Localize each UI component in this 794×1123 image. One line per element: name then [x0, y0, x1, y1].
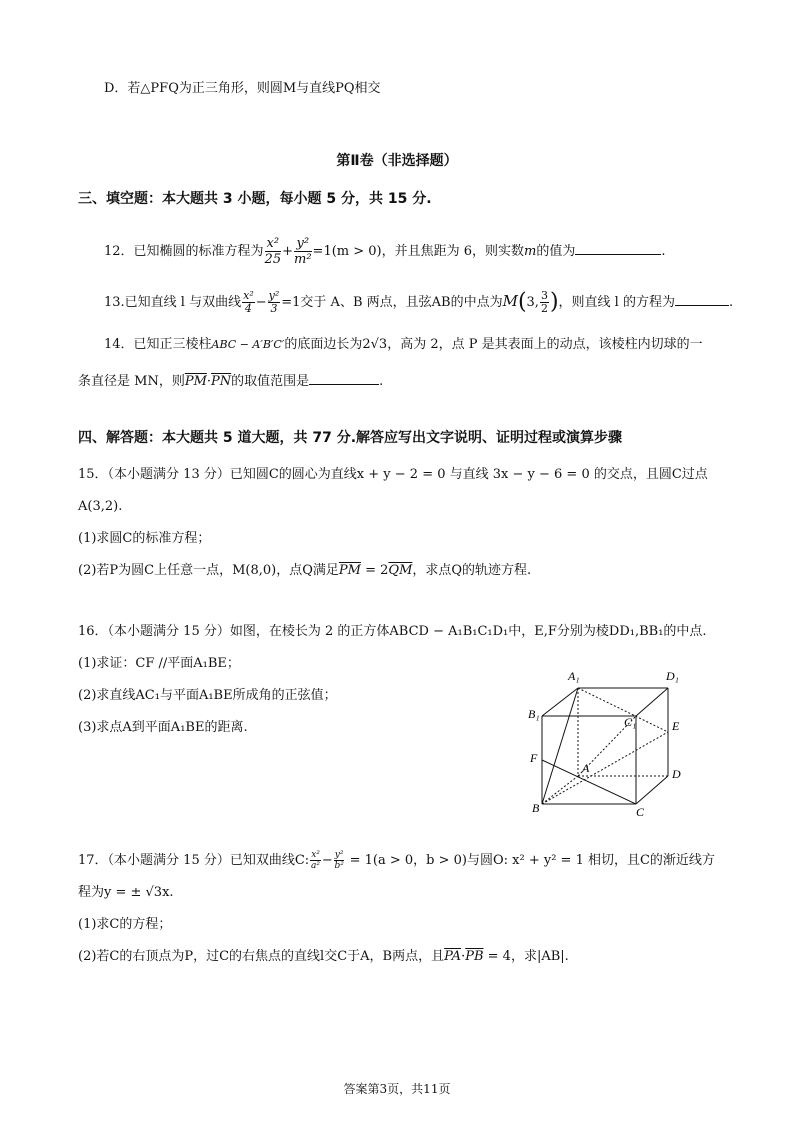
- label-e: E: [672, 719, 680, 733]
- edge-c1-d1: [636, 688, 668, 716]
- question-17-line2: 程为y = ± √3x.: [78, 885, 174, 900]
- hidden-edge-b-a: [542, 776, 578, 804]
- answer-blank-14[interactable]: [309, 372, 379, 385]
- section-3-title: 三、填空题：本大题共 3 小题，每小题 5 分，共 15 分.: [78, 191, 432, 207]
- cube-figure: [528, 664, 688, 820]
- q12-fraction-y: $\frac{\text{y²}}{\text{m²}}$: [294, 236, 312, 267]
- question-17-line1: 17．（本小题满分 15 分）已知双曲线C: $\frac{\text{x²}}{\text{a²}}$ − $\frac{\text{y²}}{\text{b²}}$ = 1(a > 0，b > 0)与圆O: x² + y² = 1 相切，且C的渐近线方: [78, 850, 715, 871]
- label-a: A: [582, 761, 590, 775]
- q13-fraction-y: $\frac{\text{y²}}{3}$: [268, 289, 280, 315]
- option-d: D．若△PFQ为正三角形，则圆M与直线PQ相交: [104, 81, 381, 96]
- question-16-part1: (1)求证：CF //平面A₁BE；: [78, 656, 240, 671]
- part-title: 第Ⅱ卷（非选择题）: [336, 153, 458, 169]
- label-d: D: [672, 767, 681, 781]
- section-4-title: 四、解答题：本大题共 5 道大题，共 77 分.解答应写出文字说明、证明过程或演算步骤: [78, 430, 623, 446]
- question-16-part2: (2)求直线AC₁与平面A₁BE所成角的正弦值；: [78, 688, 337, 703]
- question-15-part1: (1)求圆C的标准方程；: [78, 531, 211, 546]
- question-13: 13.已知直线 l 与双曲线 $\frac{\text{x²}}{4}$ − $\frac{\text{y²}}{3}$ =1交于 A、B 两点，且弦AB的中点为M(3, $\frac{3}{2}$ )，则直线 l 的方程为 .: [104, 289, 734, 315]
- q12-prefix: 12．已知椭圆的标准方程为: [104, 244, 264, 259]
- question-15-line2: A(3,2).: [78, 499, 123, 514]
- label-c1: C₁: [624, 715, 637, 729]
- question-14-line2: 条直径是 MN，则$\overline{PM}\cdot\overline{PN}$的取值范围是 .: [78, 374, 384, 389]
- question-15-part2: (2)若P为圆C上任意一点，M(8,0)，点Q满足$\overline{PM} = 2\overline{QM}$，求点Q的轨迹方程.: [78, 563, 532, 578]
- q13-point-fraction: $\frac{3}{2}$: [540, 289, 548, 315]
- question-15-line1: 15．（本小题满分 13 分）已知圆C的圆心为直线x + y − 2 = 0 与直线 3x − y − 6 = 0 的交点，且圆C过点: [78, 467, 708, 482]
- label-a1: A₁: [568, 669, 580, 683]
- q12-fraction-x: $\frac{\text{x²}}{25}$: [264, 236, 282, 267]
- segment-b-a1: [542, 688, 578, 804]
- edge-b1-a1: [542, 688, 578, 716]
- question-16-part3: (3)求点A到平面A₁BE的距离.: [78, 720, 248, 735]
- question-14-line1: 14．已知正三棱柱ABC − A′B′C′的底面边长为2√3，高为 2，点 P 是其表面上的动点，该棱柱内切球的一: [104, 337, 703, 352]
- q13-fraction-x: $\frac{\text{x²}}{4}$: [243, 289, 254, 315]
- question-17-part2: (2)若C的右顶点为P，过C的右焦点的直线l交C于A，B两点，且$\overline{PA}\cdot\overline{PB} = 4$，求|AB|.: [78, 949, 569, 964]
- q17-fraction-x: $\frac{\text{x²}}{\text{a²}}$: [311, 850, 321, 871]
- question-17-part1: (1)求C的方程；: [78, 917, 172, 932]
- question-12: 12．已知椭圆的标准方程为 $\frac{\text{x²}}{25}$ + $\frac{\text{y²}}{\text{m²}}$ =1(m > 0)，并且焦距为 6，则实数m的值为 .: [104, 236, 666, 267]
- answer-blank-13[interactable]: [675, 293, 729, 306]
- edge-c-d: [636, 776, 668, 804]
- label-b1: B₁: [528, 707, 540, 721]
- answer-blank-12[interactable]: [575, 242, 661, 255]
- hidden-segment-a1-e: [578, 688, 668, 732]
- q17-fraction-y: $\frac{\text{y²}}{\text{b²}}$: [334, 850, 344, 871]
- question-16-line1: 16．（本小题满分 15 分）如图，在棱长为 2 的正方体ABCD − A₁B₁C₁D₁中，E,F分别为棱DD₁,BB₁的中点.: [78, 624, 707, 639]
- label-d1: D₁: [666, 669, 679, 683]
- label-c: C: [636, 805, 645, 819]
- label-f: F: [530, 751, 538, 765]
- label-b: B: [532, 801, 540, 815]
- page-footer: 答案第3页，共11页: [343, 1082, 451, 1096]
